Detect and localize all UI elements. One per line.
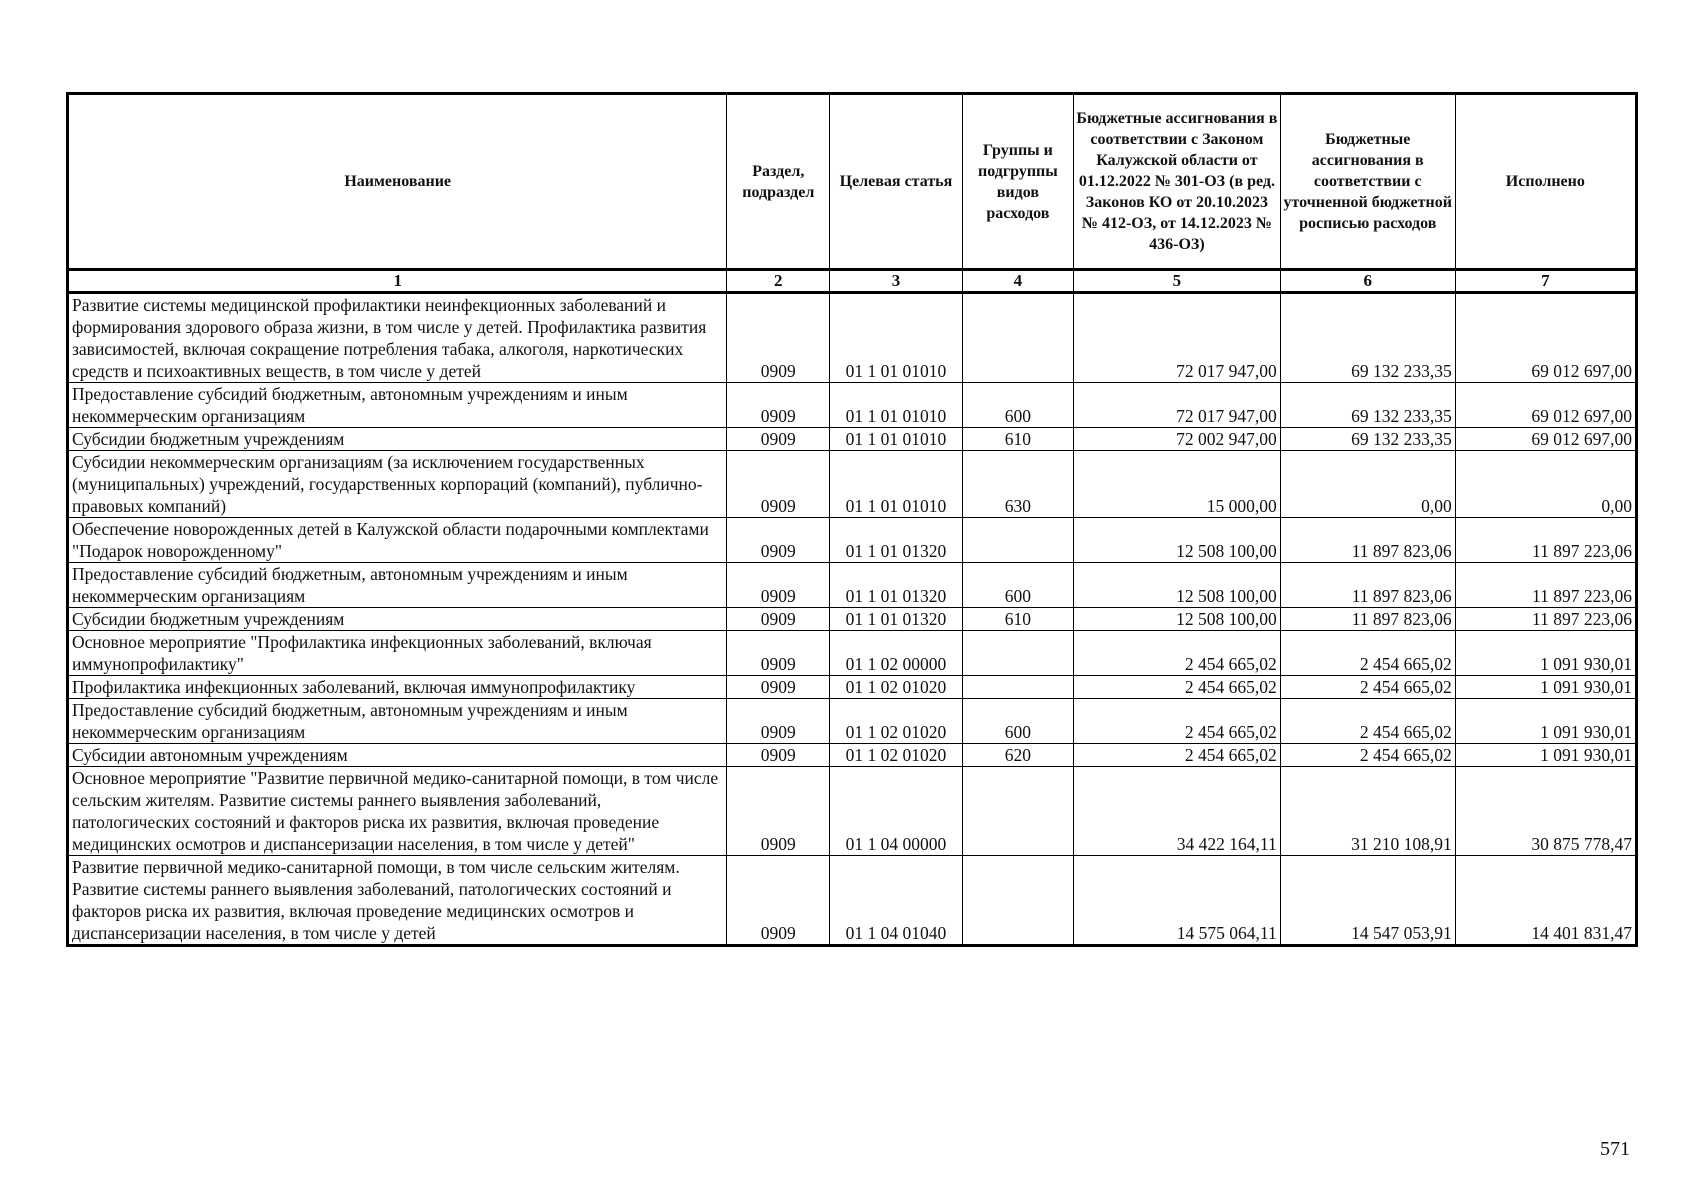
row-name: Профилактика инфекционных заболеваний, включая иммунопрофилактику <box>68 676 727 699</box>
table-row <box>68 608 1637 631</box>
row-group <box>962 856 1073 946</box>
row-executed-amount: 11 897 223,06 <box>1455 608 1636 631</box>
row-target: 01 1 01 01320 <box>830 518 963 563</box>
row-executed-amount: 69 012 697,00 <box>1455 293 1636 383</box>
row-law-amount: 2 454 665,02 <box>1074 744 1281 767</box>
row-group: 610 <box>962 608 1073 631</box>
row-name: Развитие первичной медико-санитарной помощи, в том числе сельским жителям. Развитие системы раннего выявления заболеваний, патологических состояний и факторов риска их развития, включая проведение медицинских осмотров и диспансеризации населения, в том числе у детей <box>68 856 727 946</box>
row-law-amount: 12 508 100,00 <box>1074 608 1281 631</box>
col-name-header: Наименование <box>68 94 727 270</box>
col-refined-header: Бюджетные ассигнования в соответствии с уточненной бюджетной росписью расходов <box>1280 94 1455 270</box>
row-target: 01 1 01 01010 <box>830 383 963 428</box>
col-section-header: Раздел, подраздел <box>727 94 830 270</box>
row-executed-amount: 11 897 223,06 <box>1455 563 1636 608</box>
col-number: 5 <box>1074 270 1281 293</box>
row-target: 01 1 02 01020 <box>830 744 963 767</box>
row-refined-amount: 0,00 <box>1280 451 1455 518</box>
row-section: 0909 <box>727 563 830 608</box>
row-executed-amount: 1 091 930,01 <box>1455 699 1636 744</box>
row-refined-amount: 2 454 665,02 <box>1280 676 1455 699</box>
row-group <box>962 518 1073 563</box>
row-target: 01 1 01 01010 <box>830 293 963 383</box>
row-target: 01 1 02 01020 <box>830 699 963 744</box>
table-row <box>68 856 1637 946</box>
row-group <box>962 767 1073 856</box>
row-law-amount: 2 454 665,02 <box>1074 676 1281 699</box>
row-target: 01 1 01 01320 <box>830 563 963 608</box>
page-number: 571 <box>1600 1138 1630 1160</box>
row-target: 01 1 02 01020 <box>830 676 963 699</box>
row-refined-amount: 2 454 665,02 <box>1280 631 1455 676</box>
row-law-amount: 15 000,00 <box>1074 451 1281 518</box>
row-name: Развитие системы медицинской профилактики неинфекционных заболеваний и формирования здорового образа жизни, в том числе у детей. Профилактика развития зависимостей, включая сокращение потребления табака, алкоголя, наркотических средств и психоактивных веществ, в том числе у детей <box>68 293 727 383</box>
table-row <box>68 518 1637 563</box>
col-executed-header: Исполнено <box>1455 94 1636 270</box>
row-law-amount: 72 017 947,00 <box>1074 383 1281 428</box>
row-name: Субсидии некоммерческим организациям (за исключением государственных (муниципальных) учреждений, государственных корпораций (компаний), публично-правовых компаний) <box>68 451 727 518</box>
row-refined-amount: 69 132 233,35 <box>1280 428 1455 451</box>
col-number: 2 <box>727 270 830 293</box>
row-executed-amount: 1 091 930,01 <box>1455 676 1636 699</box>
table-row <box>68 676 1637 699</box>
table-row <box>68 744 1637 767</box>
row-name: Предоставление субсидий бюджетным, автономным учреждениям и иным некоммерческим организациям <box>68 383 727 428</box>
row-executed-amount: 69 012 697,00 <box>1455 383 1636 428</box>
table-row <box>68 699 1637 744</box>
row-law-amount: 2 454 665,02 <box>1074 699 1281 744</box>
row-group: 620 <box>962 744 1073 767</box>
row-refined-amount: 11 897 823,06 <box>1280 563 1455 608</box>
col-law-header: Бюджетные ассигнования в соответствии с Законом Калужской области от 01.12.2022 № 301-ОЗ (в ред. Законов КО от 20.10.2023 № 412-ОЗ, от 14.12.2023 № 436-ОЗ) <box>1074 94 1281 270</box>
row-group: 610 <box>962 428 1073 451</box>
row-executed-amount: 1 091 930,01 <box>1455 744 1636 767</box>
row-target: 01 1 01 01010 <box>830 451 963 518</box>
row-section: 0909 <box>727 383 830 428</box>
row-target: 01 1 04 00000 <box>830 767 963 856</box>
row-refined-amount: 14 547 053,91 <box>1280 856 1455 946</box>
row-group <box>962 293 1073 383</box>
row-section: 0909 <box>727 767 830 856</box>
row-group <box>962 631 1073 676</box>
row-target: 01 1 04 01040 <box>830 856 963 946</box>
table-row <box>68 428 1637 451</box>
col-number: 7 <box>1455 270 1636 293</box>
row-name: Основное мероприятие "Развитие первичной медико-санитарной помощи, в том числе сельским жителям. Развитие системы раннего выявления заболеваний, патологических состояний и факторов риска их развития, включая проведение медицинских осмотров и диспансеризации населения, в том числе у детей" <box>68 767 727 856</box>
table-body <box>68 293 1637 946</box>
row-refined-amount: 69 132 233,35 <box>1280 383 1455 428</box>
row-executed-amount: 0,00 <box>1455 451 1636 518</box>
table-row <box>68 451 1637 518</box>
column-numbers-row <box>68 270 1637 293</box>
row-executed-amount: 14 401 831,47 <box>1455 856 1636 946</box>
row-section: 0909 <box>727 608 830 631</box>
row-section: 0909 <box>727 518 830 563</box>
row-executed-amount: 69 012 697,00 <box>1455 428 1636 451</box>
table-row <box>68 631 1637 676</box>
table-row <box>68 563 1637 608</box>
row-refined-amount: 2 454 665,02 <box>1280 699 1455 744</box>
row-target: 01 1 02 00000 <box>830 631 963 676</box>
row-refined-amount: 31 210 108,91 <box>1280 767 1455 856</box>
row-refined-amount: 69 132 233,35 <box>1280 293 1455 383</box>
col-number: 1 <box>68 270 727 293</box>
col-number: 4 <box>962 270 1073 293</box>
table-row <box>68 767 1637 856</box>
col-number: 3 <box>830 270 963 293</box>
row-executed-amount: 1 091 930,01 <box>1455 631 1636 676</box>
row-target: 01 1 01 01010 <box>830 428 963 451</box>
row-executed-amount: 11 897 223,06 <box>1455 518 1636 563</box>
row-section: 0909 <box>727 451 830 518</box>
row-section: 0909 <box>727 744 830 767</box>
row-name: Субсидии автономным учреждениям <box>68 744 727 767</box>
row-group: 630 <box>962 451 1073 518</box>
row-name: Предоставление субсидий бюджетным, автономным учреждениям и иным некоммерческим организациям <box>68 699 727 744</box>
row-section: 0909 <box>727 699 830 744</box>
row-name: Субсидии бюджетным учреждениям <box>68 608 727 631</box>
table-row <box>68 383 1637 428</box>
row-group <box>962 676 1073 699</box>
row-law-amount: 14 575 064,11 <box>1074 856 1281 946</box>
row-law-amount: 72 002 947,00 <box>1074 428 1281 451</box>
table-row <box>68 293 1637 383</box>
row-group: 600 <box>962 699 1073 744</box>
row-name: Основное мероприятие "Профилактика инфекционных заболеваний, включая иммунопрофилактику" <box>68 631 727 676</box>
row-group: 600 <box>962 563 1073 608</box>
row-section: 0909 <box>727 293 830 383</box>
row-section: 0909 <box>727 428 830 451</box>
row-refined-amount: 11 897 823,06 <box>1280 608 1455 631</box>
row-executed-amount: 30 875 778,47 <box>1455 767 1636 856</box>
row-name: Предоставление субсидий бюджетным, автономным учреждениям и иным некоммерческим организациям <box>68 563 727 608</box>
row-law-amount: 72 017 947,00 <box>1074 293 1281 383</box>
row-target: 01 1 01 01320 <box>830 608 963 631</box>
row-group: 600 <box>962 383 1073 428</box>
col-number: 6 <box>1280 270 1455 293</box>
row-law-amount: 12 508 100,00 <box>1074 518 1281 563</box>
row-law-amount: 12 508 100,00 <box>1074 563 1281 608</box>
row-section: 0909 <box>727 631 830 676</box>
budget-table <box>66 92 1638 947</box>
col-target-header: Целевая статья <box>830 94 963 270</box>
row-law-amount: 34 422 164,11 <box>1074 767 1281 856</box>
col-groups-header: Группы и подгруппы видов расходов <box>962 94 1073 270</box>
row-section: 0909 <box>727 856 830 946</box>
row-name: Обеспечение новорожденных детей в Калужской области подарочными комплектами "Подарок новорожденному" <box>68 518 727 563</box>
row-law-amount: 2 454 665,02 <box>1074 631 1281 676</box>
row-section: 0909 <box>727 676 830 699</box>
header-row <box>68 94 1637 270</box>
row-name: Субсидии бюджетным учреждениям <box>68 428 727 451</box>
row-refined-amount: 11 897 823,06 <box>1280 518 1455 563</box>
row-refined-amount: 2 454 665,02 <box>1280 744 1455 767</box>
